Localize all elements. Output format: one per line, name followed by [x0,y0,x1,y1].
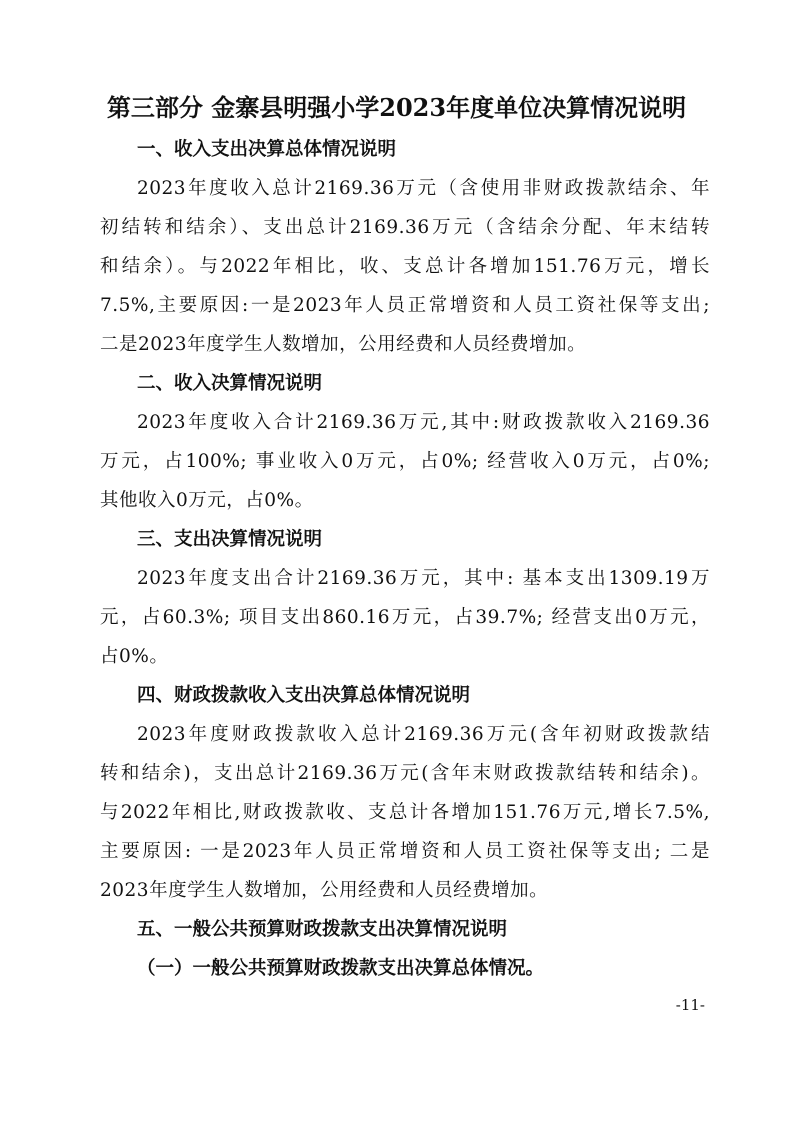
paragraph-line: 其他收入0万元，占0%。 [100,490,314,511]
section-fiscal-appropriation [100,676,710,910]
section-income [100,364,710,520]
page-title: 第三部分 金寨县明强小学2023年度单位决算情况说明 [106,93,687,122]
paragraph-line: 与2022年相比,财政拨款收、支总计各增加151.76万元,增长7.5%, [100,802,710,823]
paragraph-line: 初结转和结余）、支出总计2169.36万元（含结余分配、年末结转 [100,217,710,238]
section-income-expense-overview [100,130,710,364]
paragraph-line: 万元，占100%; 事业收入0万元，占0%; 经营收入0万元，占0%; [100,451,710,472]
page-number: -11- [675,996,705,1014]
section-paragraph [100,403,710,520]
section-heading: 三、支出决算情况说明 [137,529,323,550]
paragraph-line: 2023年度收入合计2169.36万元,其中:财政拨款收入2169.36 [137,412,710,433]
paragraph-line: 元，占60.3%; 项目支出860.16万元，占39.7%; 经营支出0万元， [100,607,710,628]
paragraph-line: 2023年度收入总计2169.36万元（含使用非财政拨款结余、年 [137,178,710,199]
section-general-public-budget [100,910,710,949]
paragraph-line: 转和结余)，支出总计2169.36万元(含年末财政拨款结转和结余)。 [100,763,710,784]
document-body [100,130,710,988]
paragraph-line: 主要原因: 一是2023年人员正常增资和人员工资社保等支出; 二是 [100,841,710,862]
paragraph-line: 2023年度支出合计2169.36万元，其中: 基本支出1309.19万 [137,568,710,589]
paragraph-line: 二是2023年度学生人数增加，公用经费和人员经费增加。 [100,334,587,355]
section-paragraph [100,559,710,676]
paragraph-line: 和结余）。与2022年相比，收、支总计各增加151.76万元，增长 [100,256,710,277]
subsection-heading: （一）一般公共预算财政拨款支出决算总体情况。 [137,958,545,979]
section-heading: 一、收入支出决算总体情况说明 [137,139,397,160]
paragraph-line: 2023年度财政拨款收入总计2169.36万元(含年初财政拨款结 [137,724,710,745]
paragraph-line: 2023年度学生人数增加，公用经费和人员经费增加。 [100,880,549,901]
section-heading: 五、一般公共预算财政拨款支出决算情况说明 [137,919,508,940]
section-heading: 四、财政拨款收入支出决算总体情况说明 [137,685,471,706]
section-expense [100,520,710,676]
subsection-general-public-budget-overview [100,949,710,988]
section-paragraph [100,715,710,910]
section-heading: 二、收入决算情况说明 [137,373,323,394]
paragraph-line: 7.5%,主要原因:一是2023年人员正常增资和人员工资社保等支出; [100,295,710,316]
paragraph-line: 占0%。 [100,646,169,667]
section-paragraph [100,169,710,364]
